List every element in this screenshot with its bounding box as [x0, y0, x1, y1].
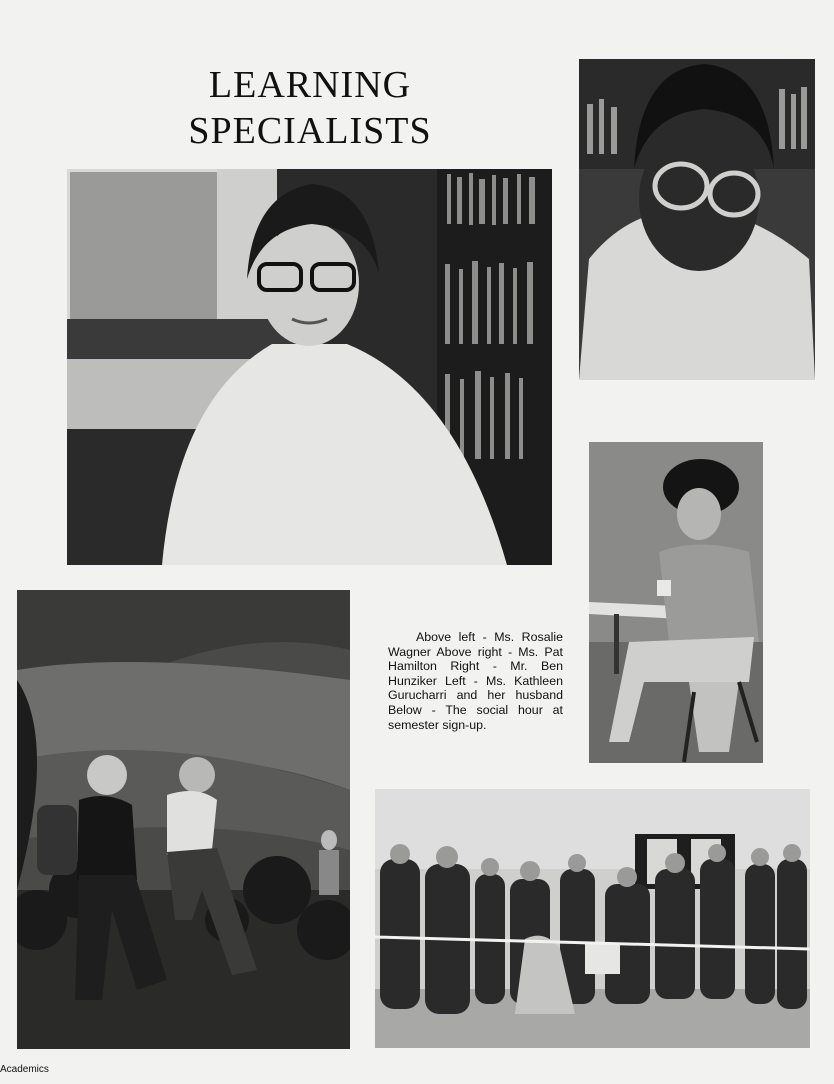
photo-ben-hunziker	[589, 442, 763, 763]
page-title	[150, 62, 470, 154]
title-line-1: LEARNING	[208, 64, 412, 106]
title-line-2: SPECIALISTS	[188, 110, 432, 152]
photo-pat-hamilton	[579, 59, 815, 380]
caption-text: Above left - Ms. Rosalie Wagner Above right - Ms. Pat Hamilton Right - Mr. Ben Hunziker Left - Ms. Kathleen Gurucharri and her husband Below - The social hour at semester sign-up.	[388, 630, 563, 732]
section-footer: Academics	[0, 1064, 49, 1075]
photo-social-hour	[375, 789, 810, 1048]
photo-kathleen-gurucharri-and-husband	[17, 590, 350, 1049]
photo-caption	[388, 630, 563, 732]
photo-rosalie-wagner	[67, 169, 552, 565]
